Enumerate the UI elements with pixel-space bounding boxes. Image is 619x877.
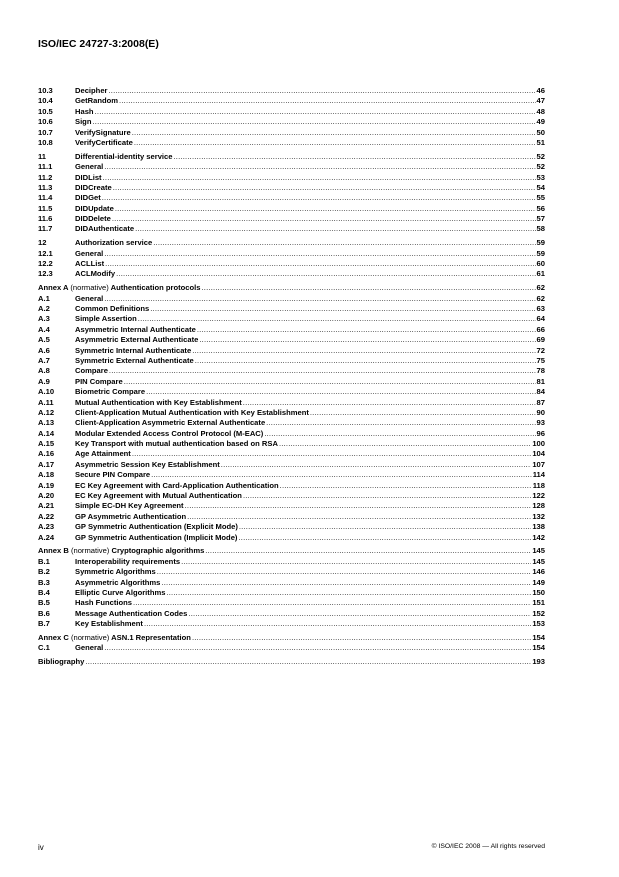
dot-leader <box>104 249 535 259</box>
toc-entry-number: A.10 <box>38 387 55 397</box>
toc-entry-title: Bibliography <box>38 657 85 667</box>
toc-entry-number: A.16 <box>38 449 55 459</box>
toc-entry-number: B.2 <box>38 567 50 577</box>
toc-entry <box>38 294 545 304</box>
toc-page-number: 48 <box>536 106 545 116</box>
toc-page-number: 59 <box>536 238 545 248</box>
toc-entry <box>38 522 545 532</box>
toc-entry-number: A.20 <box>38 491 55 501</box>
dot-leader <box>109 86 536 96</box>
toc-entry-title: Compare <box>75 366 108 376</box>
toc-page-number: 52 <box>536 151 545 161</box>
dot-leader <box>187 512 531 522</box>
toc-entry-number: A.21 <box>38 501 55 511</box>
toc-entry-number: 11.1 <box>38 162 53 172</box>
dot-leader <box>132 449 531 459</box>
toc-entry-title: PIN Compare <box>75 376 123 386</box>
toc-entry-title <box>38 633 191 643</box>
toc-entry <box>38 387 545 397</box>
toc-entry-title: Common Definitions <box>75 303 150 313</box>
toc-entry-title: Secure PIN Compare <box>75 470 151 480</box>
toc-bibliography <box>38 657 545 667</box>
dot-leader <box>173 152 535 162</box>
toc-entry <box>38 470 545 480</box>
toc-entry-title: GP Asymmetric Authentication <box>75 511 187 521</box>
toc-entry-number: A.1 <box>38 293 50 303</box>
toc-entry <box>38 366 545 376</box>
toc-page-number: 142 <box>532 532 545 542</box>
toc-entry <box>38 138 545 148</box>
dot-leader <box>104 643 531 653</box>
toc-entry-title: Differential-identity service <box>75 151 173 161</box>
toc-page-number: 50 <box>536 127 545 137</box>
toc-entry <box>38 96 545 106</box>
dot-leader <box>279 439 531 449</box>
toc-entry-title: GP Symmetric Authentication (Explicit Mode) <box>75 522 238 532</box>
toc-entry-title: EC Key Agreement with Mutual Authentication <box>75 491 242 501</box>
toc-entry <box>38 609 545 619</box>
annex-label: Annex A <box>38 283 69 293</box>
toc-entry <box>38 439 545 449</box>
toc-page-number: 55 <box>536 193 545 203</box>
toc-entry-title: Symmetric Algorithms <box>75 567 156 577</box>
dot-leader <box>197 325 536 335</box>
dot-leader <box>103 173 536 183</box>
toc-entry-title: VerifySignature <box>75 127 131 137</box>
toc-entry-number: A.22 <box>38 511 55 521</box>
dot-leader <box>243 491 531 501</box>
dot-leader <box>199 335 535 345</box>
dot-leader <box>138 314 536 324</box>
page-number: iv <box>38 843 44 852</box>
toc-entry-number: B.6 <box>38 608 50 618</box>
toc-entry <box>38 128 545 138</box>
toc-entry-number: 11.5 <box>38 203 53 213</box>
toc-entry-title: DIDUpdate <box>75 203 114 213</box>
dot-leader <box>109 366 536 376</box>
toc-entry-number: A.11 <box>38 397 54 407</box>
dot-leader <box>192 346 535 356</box>
dot-leader <box>115 204 536 214</box>
toc-entry-number: 12.1 <box>38 248 53 258</box>
dot-leader <box>151 470 532 480</box>
toc-entry-number: A.7 <box>38 355 50 365</box>
toc-page-number: 54 <box>536 182 545 192</box>
dot-leader <box>195 356 536 366</box>
toc-entry-title: Asymmetric Session Key Establishment <box>75 459 220 469</box>
toc-entry-title: GetRandom <box>75 96 119 106</box>
toc-entry-number: 11.6 <box>38 214 53 224</box>
toc-page-number: 193 <box>532 657 545 667</box>
toc-entry <box>38 335 545 345</box>
toc-entry-number: 10.4 <box>38 96 53 106</box>
dot-leader <box>135 224 535 234</box>
toc-entry-title: Decipher <box>75 86 108 95</box>
toc-page-number: 81 <box>536 376 545 386</box>
toc-entry-number: A.23 <box>38 522 55 532</box>
table-of-contents <box>38 86 545 667</box>
toc-page-number: 151 <box>532 598 545 608</box>
toc-page-number: 146 <box>532 567 545 577</box>
toc-entry <box>38 356 545 366</box>
toc-page-number: 59 <box>536 248 545 258</box>
toc-page-number: 61 <box>536 269 545 279</box>
toc-entry-number: A.4 <box>38 324 50 334</box>
toc-page-number: 49 <box>536 117 545 127</box>
toc-entry-number: A.8 <box>38 366 50 376</box>
toc-page-number: 51 <box>536 137 545 147</box>
toc-entry-number: 11.4 <box>38 193 53 203</box>
toc-entry-number: B.3 <box>38 577 50 587</box>
toc-entry-number: 10.7 <box>38 127 53 137</box>
toc-entry-number: 11.7 <box>38 224 53 234</box>
toc-entry <box>38 567 545 577</box>
toc-entry-title: Asymmetric External Authenticate <box>75 335 199 345</box>
dot-leader <box>119 96 536 106</box>
toc-page-number: 63 <box>536 303 545 313</box>
toc-page-number: 132 <box>532 511 545 521</box>
toc-entry <box>38 269 545 279</box>
toc-page-number: 153 <box>532 619 545 629</box>
toc-entry-number: A.6 <box>38 345 50 355</box>
toc-entry <box>38 481 545 491</box>
toc-page-number: 100 <box>532 439 545 449</box>
toc-entry-title: Modular Extended Access Control Protocol (M-EAC) <box>75 428 264 438</box>
toc-page-number: 47 <box>536 96 545 106</box>
toc-entry-title <box>38 546 204 556</box>
dot-leader <box>124 377 536 387</box>
toc-entry-number: B.5 <box>38 598 50 608</box>
toc-entry-number: 11.2 <box>38 172 53 182</box>
toc-entry <box>38 249 545 259</box>
toc-entry <box>38 501 545 511</box>
toc-entry-title: Biometric Compare <box>75 387 146 397</box>
toc-entry-number: 10.3 <box>38 86 53 95</box>
toc-entry <box>38 346 545 356</box>
toc-entry-title: GP Symmetric Authentication (Implicit Mode) <box>75 532 238 542</box>
toc-entry-number: A.14 <box>38 428 55 438</box>
toc-page-number: 53 <box>536 172 545 182</box>
toc-entry-title: EC Key Agreement with Card-Application Authentication <box>75 480 279 490</box>
dot-leader <box>133 598 531 608</box>
toc-entry-title: Asymmetric Internal Authenticate <box>75 324 196 334</box>
toc-entry-number: B.4 <box>38 587 50 597</box>
document-id: ISO/IEC 24727-3:2008(E) <box>38 38 159 50</box>
toc-entry <box>38 117 545 127</box>
toc-entry <box>38 429 545 439</box>
dot-leader <box>144 619 531 629</box>
toc-entry <box>38 204 545 214</box>
dot-leader <box>192 633 531 643</box>
toc-entry-title: Authorization service <box>75 238 153 248</box>
dot-leader <box>239 522 531 532</box>
dot-leader <box>181 557 531 567</box>
dot-leader <box>104 162 535 172</box>
toc-entry-number: B.7 <box>38 619 50 629</box>
toc-entry <box>38 533 545 543</box>
toc-entry <box>38 107 545 117</box>
toc-page-number: 62 <box>536 293 545 303</box>
toc-page-number: 60 <box>536 259 545 269</box>
toc-entry-title: Message Authentication Codes <box>75 608 188 618</box>
toc-page-number: 58 <box>536 224 545 234</box>
toc-entry <box>38 398 545 408</box>
toc-entry <box>38 377 545 387</box>
toc-page-number: 154 <box>532 643 545 653</box>
toc-entry <box>38 619 545 629</box>
toc-entry-number: A.9 <box>38 376 50 386</box>
toc-page-number: 114 <box>532 470 545 480</box>
dot-leader <box>105 259 535 269</box>
toc-entry <box>38 491 545 501</box>
toc-page-number: 90 <box>536 407 545 417</box>
toc-page-number: 122 <box>532 491 545 501</box>
toc-entry-number: A.12 <box>38 407 55 417</box>
toc-entry <box>38 588 545 598</box>
toc-annex-heading <box>38 633 545 643</box>
dot-leader <box>102 193 536 203</box>
toc-entry-number: 12.3 <box>38 269 53 279</box>
toc-page-number: 62 <box>536 283 545 293</box>
toc-entry-title: Simple Assertion <box>75 314 137 324</box>
annex-label: Annex B <box>38 546 69 556</box>
toc-entry-title: Client-Application Asymmetric External Authenticate <box>75 418 266 428</box>
toc-entry-title: Symmetric External Authenticate <box>75 355 194 365</box>
dot-leader <box>146 387 535 397</box>
toc-entry <box>38 578 545 588</box>
toc-page-number: 46 <box>536 86 545 95</box>
toc-entry <box>38 162 545 172</box>
toc-entry <box>38 193 545 203</box>
toc-entry-title: Symmetric Internal Authenticate <box>75 345 192 355</box>
toc-entry <box>38 238 545 248</box>
toc-page-number: 66 <box>536 324 545 334</box>
dot-leader <box>95 107 536 117</box>
toc-entry-title: Key Establishment <box>75 619 143 629</box>
dot-leader <box>221 460 532 470</box>
toc-entry-number: A.5 <box>38 335 50 345</box>
dot-leader <box>201 283 535 293</box>
toc-entry <box>38 86 545 96</box>
dot-leader <box>238 533 531 543</box>
toc-entry-number: A.17 <box>38 459 55 469</box>
dot-leader <box>157 567 532 577</box>
toc-page-number: 87 <box>536 397 545 407</box>
toc-page-number: 107 <box>532 459 545 469</box>
dot-leader <box>185 501 532 511</box>
annex-label: Annex C <box>38 632 69 642</box>
toc-page-number: 57 <box>536 214 545 224</box>
toc-page-number: 118 <box>532 480 545 490</box>
toc-entry <box>38 214 545 224</box>
toc-entry-title: Sign <box>75 117 92 127</box>
toc-entry-title: General <box>75 248 104 258</box>
toc-page-number: 72 <box>536 345 545 355</box>
toc-entry-title: General <box>75 643 104 653</box>
toc-entry-title: Client-Application Mutual Authentication with Key Establishment <box>75 407 309 417</box>
toc-entry <box>38 643 545 653</box>
dot-leader <box>310 408 536 418</box>
annex-title: ASN.1 Representation <box>111 632 191 642</box>
dot-leader <box>92 117 535 127</box>
toc-entry <box>38 224 545 234</box>
toc-entry-number: 10.6 <box>38 117 53 127</box>
dot-leader <box>205 546 531 556</box>
toc-entry <box>38 259 545 269</box>
toc-entry-title: Age Attainment <box>75 449 131 459</box>
toc-page-number: 96 <box>536 428 545 438</box>
toc-entry-number: A.3 <box>38 314 50 324</box>
toc-entry-title: Hash <box>75 106 94 116</box>
annex-title: Cryptographic algorithms <box>111 546 205 556</box>
toc-entry <box>38 304 545 314</box>
dot-leader <box>150 304 535 314</box>
dot-leader <box>166 588 531 598</box>
dot-leader <box>188 609 531 619</box>
toc-entry-title: Hash Functions <box>75 598 132 608</box>
toc-page-number: 64 <box>536 314 545 324</box>
dot-leader <box>112 214 536 224</box>
toc-page-number: 56 <box>536 203 545 213</box>
toc-page-number: 84 <box>536 387 545 397</box>
toc-entry-title: ACLList <box>75 259 105 269</box>
dot-leader <box>85 657 531 667</box>
toc-entry-title: DIDCreate <box>75 182 112 192</box>
toc-entry-title: DIDAuthenticate <box>75 224 135 234</box>
toc-entry-title: General <box>75 162 104 172</box>
toc-entry-title <box>38 283 200 293</box>
toc-entry-number: A.13 <box>38 418 55 428</box>
toc-entry <box>38 325 545 335</box>
toc-entry-title: VerifyCertificate <box>75 137 133 147</box>
toc-entry <box>38 460 545 470</box>
toc-entry <box>38 512 545 522</box>
toc-entry-title: DIDGet <box>75 193 101 203</box>
toc-page-number: 93 <box>536 418 545 428</box>
toc-entry-number: A.19 <box>38 480 55 490</box>
toc-page-number: 52 <box>536 162 545 172</box>
copyright-notice: © ISO/IEC 2008 — All rights reserved <box>431 843 545 850</box>
annex-title: Authentication protocols <box>110 283 201 293</box>
toc-page-number: 154 <box>532 632 545 642</box>
toc-page-number: 69 <box>536 335 545 345</box>
dot-leader <box>280 481 532 491</box>
toc-entry <box>38 408 545 418</box>
annex-qualifier: (normative) <box>70 632 110 642</box>
annex-qualifier: (normative) <box>70 283 109 293</box>
toc-entry-number: 12.2 <box>38 259 53 269</box>
toc-page-number: 149 <box>532 577 545 587</box>
toc-entry-number: C.1 <box>38 643 50 653</box>
toc-page-number: 145 <box>532 556 545 566</box>
dot-leader <box>134 138 536 148</box>
toc-entry <box>38 449 545 459</box>
dot-leader <box>153 238 535 248</box>
toc-entry-title: DIDDelete <box>75 214 111 224</box>
toc-entry-number: B.1 <box>38 556 50 566</box>
toc-page-number: 104 <box>532 449 545 459</box>
toc-entry-title: Mutual Authentication with Key Establishment <box>75 397 242 407</box>
toc-entry <box>38 314 545 324</box>
toc-entry-number: 10.8 <box>38 137 53 147</box>
dot-leader <box>161 578 531 588</box>
toc-entry <box>38 557 545 567</box>
toc-entry <box>38 152 545 162</box>
toc-entry-number: 11 <box>38 151 47 161</box>
toc-page-number: 75 <box>536 355 545 365</box>
toc-entry-number: A.18 <box>38 470 55 480</box>
toc-entry <box>38 173 545 183</box>
toc-entry-number: 10.5 <box>38 106 53 116</box>
toc-entry-title: Asymmetric Algorithms <box>75 577 161 587</box>
dot-leader <box>113 183 536 193</box>
toc-entry <box>38 418 545 428</box>
dot-leader <box>132 128 536 138</box>
toc-entry-title: General <box>75 293 104 303</box>
dot-leader <box>266 418 535 428</box>
toc-entry-title: Key Transport with mutual authentication based on RSA <box>75 439 278 449</box>
dot-leader <box>116 269 535 279</box>
toc-entry-title: DIDList <box>75 172 102 182</box>
toc-entry-number: A.2 <box>38 303 50 313</box>
annex-qualifier: (normative) <box>70 546 110 556</box>
toc-entry <box>38 183 545 193</box>
toc-page-number: 138 <box>532 522 545 532</box>
toc-entry-title: Elliptic Curve Algorithms <box>75 587 166 597</box>
toc-page-number: 145 <box>532 546 545 556</box>
toc-entry-number: 11.3 <box>38 182 53 192</box>
toc-page-number: 128 <box>532 501 545 511</box>
toc-page-number: 150 <box>532 587 545 597</box>
toc-entry <box>38 598 545 608</box>
toc-entry-number: 12 <box>38 238 47 248</box>
toc-page-number: 78 <box>536 366 545 376</box>
dot-leader <box>243 398 536 408</box>
dot-leader <box>104 294 535 304</box>
toc-entry-title: Simple EC-DH Key Agreement <box>75 501 184 511</box>
toc-entry-number: A.24 <box>38 532 55 542</box>
toc-annex-heading <box>38 546 545 556</box>
dot-leader <box>264 429 535 439</box>
toc-entry-title: ACLModify <box>75 269 116 279</box>
toc-entry-number: A.15 <box>38 439 55 449</box>
toc-annex-heading <box>38 283 545 293</box>
toc-page-number: 152 <box>532 608 545 618</box>
toc-entry-title: Interoperability requirements <box>75 556 181 566</box>
